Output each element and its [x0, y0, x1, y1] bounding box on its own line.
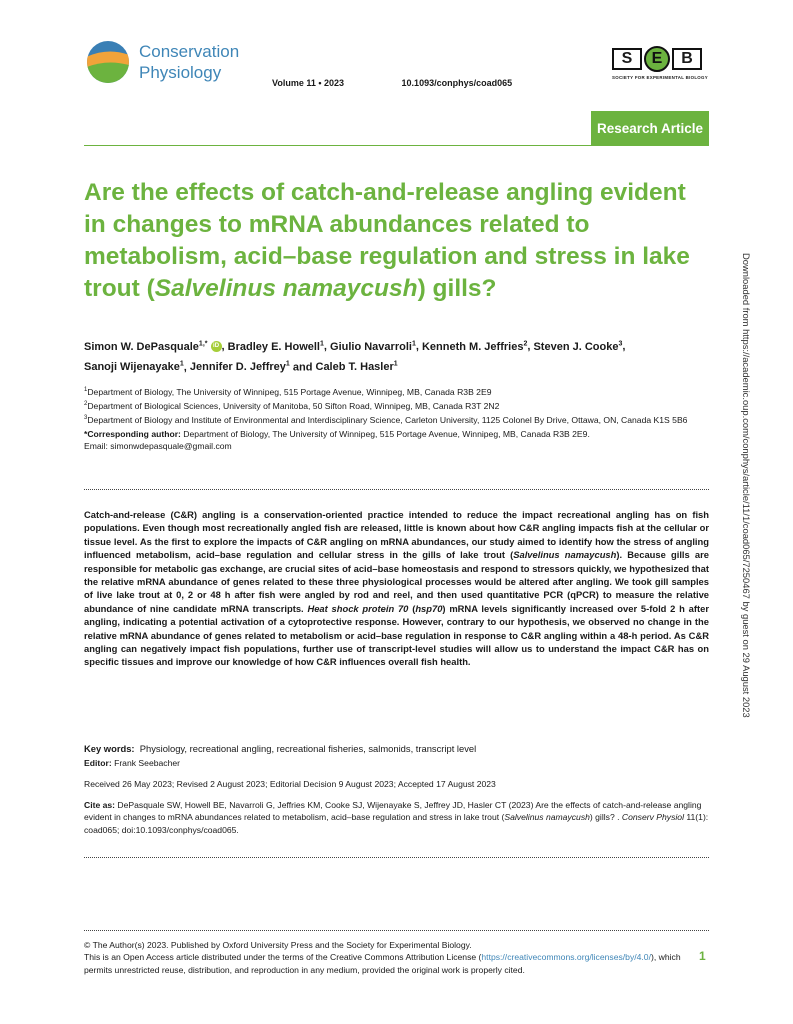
affiliation: $^3$Department of Biology and Institute of Environmental and Interdisciplinary Science, Carleton University, 1125 Colonel By Drive, Ottawa, ON, Canada K1S 5B6: [84, 414, 688, 425]
journal-name-line1: Conservation: [139, 42, 240, 61]
doi-label: 10.1093/conphys/coad065: [401, 78, 513, 88]
seb-b-letter: B: [672, 48, 702, 70]
download-note-text[interactable]: Downloaded from https://academic.oup.com/conphys/article/11/1/coad065/7250467 by guest on 29 August 2023: [741, 253, 752, 718]
abstract: Catch-and-release (C&R) angling is a conservation-oriented practice intended to reduce the impact recreational angling has on fish populations. Even though most recreationally angled fish are released, little is known about how C&R angling impacts fish at the cellular or tissue level. As the first to explore the impacts of C&R angling on mRNA abundances, our study aimed to identify how the stress of angling influenced metabolism, acid–base regulation and cellular stress in the gills of lake trout (Salvelinus namaycush). Because gills are responsible for metabolic gas exchange, are crucial sites of acid–base homeostasis and respond to stressors quickly, we hypothesized that the relative mRNA abundance of genes related to these three physiological processes would be altered after angling. We took gill samples of live lake trout at 0, 2 or 48 h after fish were angled by rod and reel, and then used quantitative PCR (qPCR) to measure the relative abundance of nine candidate mRNA transcripts. Heat shock protein 70 (hsp70) mRNA levels significantly increased over 5-fold 2 h after angling, indicating a potential activation of a cytoprotective response. However, contrary to our hypothesis, we observed no change in the relative mRNA abundance of genes related to metabolism or acid–base regulation in response to C&R angling within a 48-h period. As C&R angling can negatively impact fish populations, further use of transcript-level studies will allow us to understand the impact C&R has on specific tissues and improve our knowledge of how C&R influences overall fish health.: [84, 509, 710, 668]
author[interactable]: Sanoji Wijenayake$^1$: [84, 360, 184, 374]
header-rule: [84, 145, 709, 146]
footer-divider: [84, 930, 709, 931]
author[interactable]: Caleb T. Hasler$^1$: [315, 360, 398, 374]
seb-subtitle: SOCIETY FOR EXPERIMENTAL BIOLOGY: [612, 75, 708, 80]
seb-e-letter: E: [644, 46, 670, 72]
affiliations: [84, 384, 709, 452]
section-divider: [84, 857, 709, 858]
corresponding-email[interactable]: Email: simonwdepasquale@gmail.com: [84, 440, 232, 451]
section-divider: [84, 489, 709, 490]
license-footer: [84, 939, 702, 976]
journal-logo: [84, 38, 244, 88]
article-title: [84, 177, 704, 305]
affiliation: $^2$Department of Biological Sciences, University of Manitoba, 50 Sifton Road, Winnipeg, MB, Canada R3T 2N2: [84, 400, 500, 411]
society-logo: [612, 48, 708, 80]
cite-as: Cite as: DePasquale SW, Howell BE, Navarroli G, Jeffries KM, Cooke SJ, Wijenayake S, Jeffrey JD, Hasler CT (2023) Are the effects of catch-and-release angling evident in changes to mRNA abundances related to metabolism, acid–base regulation and stress in lake trout (Salvelinus namaycush) gills? . Conserv Physiol 11(1): coad065; doi:10.1093/conphys/coad065.: [84, 800, 709, 835]
copyright-line: © The Author(s) 2023. Published by Oxford University Press and the Society for Experimental Biology.: [84, 940, 472, 950]
volume-label: Volume 11 • 2023: [272, 78, 345, 88]
download-side-note: [738, 253, 752, 773]
corresponding-author: *Corresponding author: Department of Biology, The University of Winnipeg, 515 Portage Avenue, Winnipeg, MB, Canada R3B 2E9.: [84, 428, 590, 439]
author[interactable]: Kenneth M. Jeffries$^2$: [421, 340, 528, 353]
page-number: 1: [699, 949, 706, 963]
author[interactable]: Steven J. Cooke$^3$: [533, 340, 623, 353]
seb-s-letter: S: [612, 48, 642, 70]
author[interactable]: Giulio Navarroli$^1$: [330, 340, 416, 353]
journal-name-line2: Physiology: [139, 63, 222, 82]
article-type-badge: Research Article: [591, 111, 709, 145]
dates-line: Received 26 May 2023; Revised 2 August 2023; Editorial Decision 9 August 2023; Accepted 17 August 2023: [84, 779, 496, 789]
title-species: Salvelinus namaycush: [154, 275, 418, 302]
author-and: and: [292, 361, 313, 374]
header-meta: [272, 78, 567, 88]
title-part1: Are the effects of catch-and-release angling evident in changes to mRNA abundances related to metabolism, acid–base regulation and stress in lake trout (: [84, 179, 690, 302]
author[interactable]: Simon W. DePasquale$^{1,*}$ iD: [84, 341, 222, 353]
license-text: This is an Open Access article distributed under the terms of the Creative Commons Attribution License (https://creativecommons.org/licenses/by/4.0/), which permits unrestricted reuse, distribution, and reproduction in any medium, provided the original work is properly cited.: [84, 952, 681, 975]
orcid-icon[interactable]: iD: [211, 341, 222, 352]
author[interactable]: Jennifer D. Jeffrey$^1$: [189, 360, 290, 374]
keywords: Key words: Physiology, recreational angling, recreational fisheries, salmonids, transcript level: [84, 743, 477, 754]
editor-line: Editor: Frank Seebacher: [84, 758, 180, 768]
author-list: Simon W. DePasquale$^{1,*}$ iD , Bradley E. Howell$^1$, Giulio Navarroli$^1$, Kenneth M. Jeffries$^2$, Steven J. Cooke$^3$, Sanoji Wijenayake$^1$, Jennifer D. Jeffrey$^1$ and Caleb T. Hasler$^1$: [84, 340, 626, 374]
journal-name: [139, 41, 239, 83]
affiliation: $^1$Department of Biology, The University of Winnipeg, 515 Portage Avenue, Winnipeg, MB, Canada R3B 2E9: [84, 386, 492, 397]
license-link[interactable]: https://creativecommons.org/licenses/by/4.0/: [481, 952, 651, 963]
author[interactable]: Bradley E. Howell$^1$: [227, 340, 324, 353]
globe-logo-icon: [84, 40, 132, 84]
title-part2: ) gills?: [417, 275, 497, 302]
